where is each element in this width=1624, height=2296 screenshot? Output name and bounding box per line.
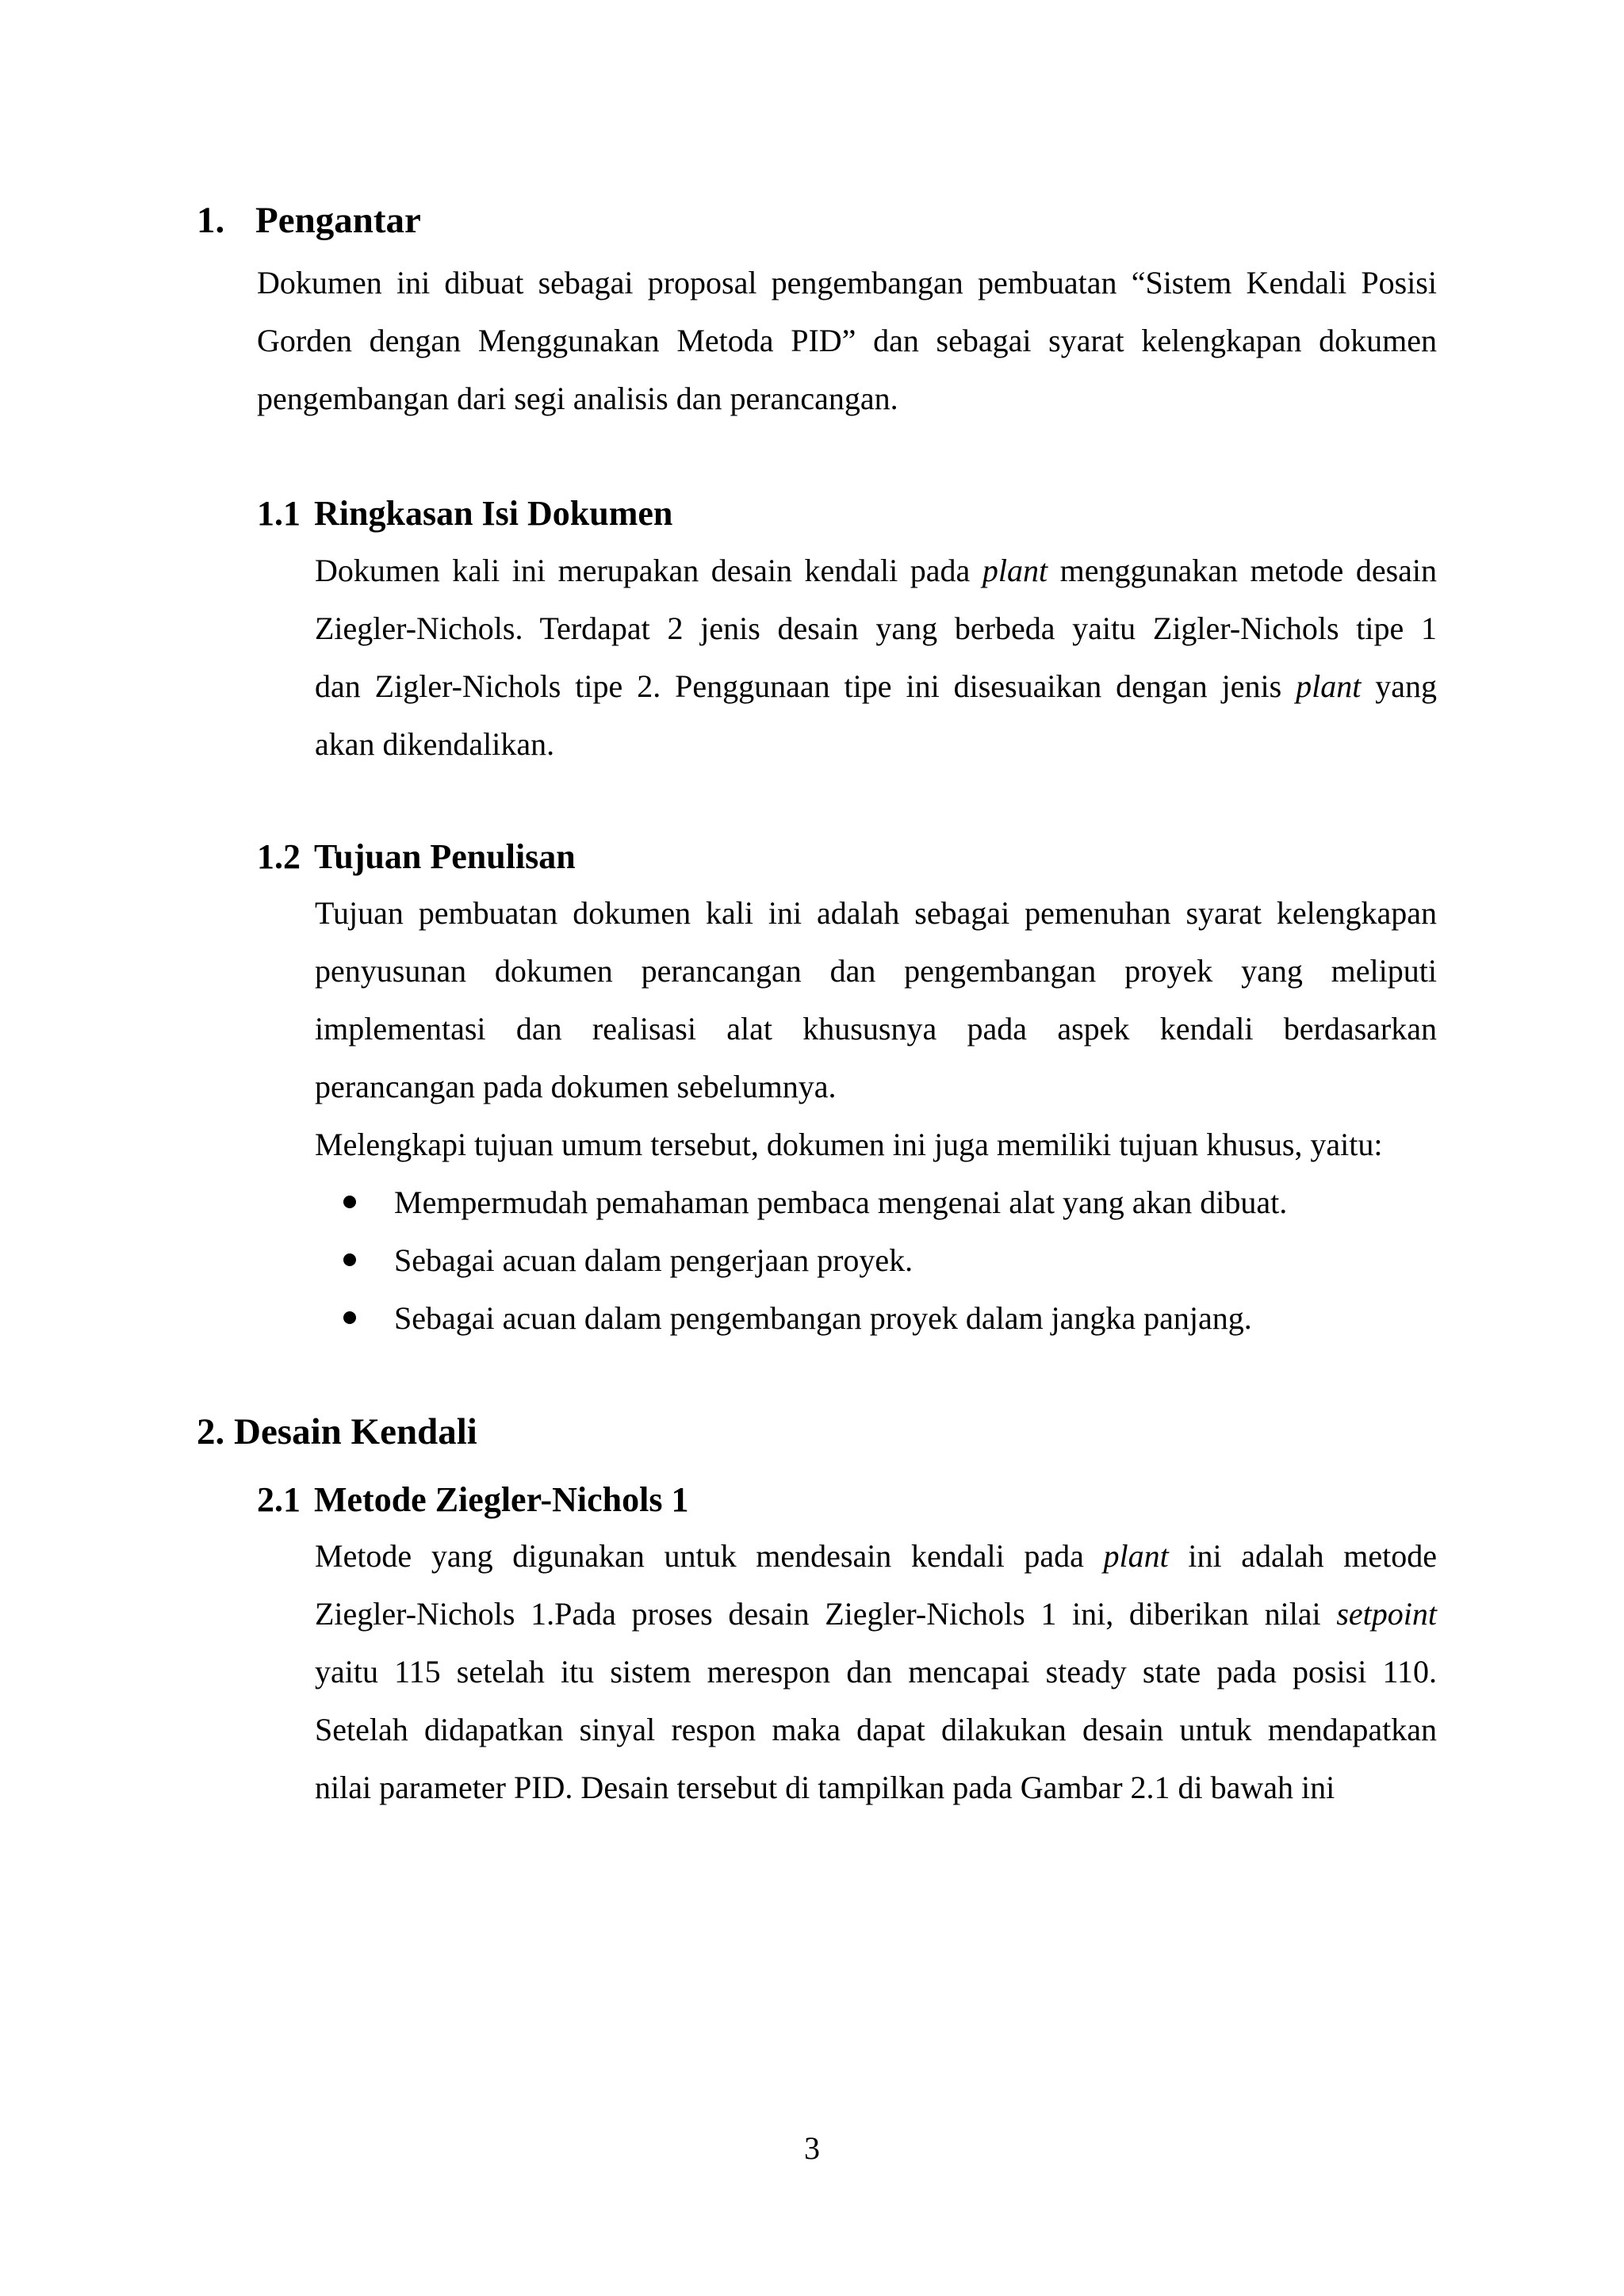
section-1-title: Pengantar [255, 200, 421, 241]
objectives-list [315, 1173, 1437, 1347]
paragraph-line [315, 657, 1437, 715]
section-1-2-title: Tujuan Penulisan [314, 837, 576, 876]
section-2-1-heading [257, 1480, 689, 1519]
text-segment: Dokumen kali ini merupakan desain kendali pada [315, 553, 982, 588]
list-item [315, 1173, 1437, 1231]
list-item-text: Sebagai acuan dalam pengerjaan proyek. [394, 1242, 914, 1278]
paragraph-line: perancangan pada dokumen sebelumnya. [315, 1069, 837, 1104]
paragraph-line [315, 1758, 1437, 1816]
paragraph-line [315, 715, 1437, 773]
section-2-1-paragraph [315, 1527, 1437, 1816]
text-segment: yang [1361, 668, 1437, 704]
text-segment: Ziegler-Nichols. Terdapat 2 jenis desain yang berbeda yaitu Zigler-Nichols tipe 1 [315, 610, 1437, 646]
section-1-2-paragraph [315, 884, 1437, 1173]
italic-term: plant [982, 553, 1048, 588]
text-segment: Metode yang digunakan untuk mendesain kendali pada [315, 1538, 1104, 1574]
section-2-1-title: Metode Ziegler-Nichols 1 [314, 1480, 689, 1519]
italic-term: plant [1296, 668, 1362, 704]
text-segment: dan Zigler-Nichols tipe 2. Penggunaan tipe ini disesuaikan dengan jenis [315, 668, 1297, 704]
section-1-heading [197, 202, 421, 239]
section-2-title: Desain Kendali [234, 1411, 477, 1452]
section-1-1-number: 1.1 [257, 494, 301, 533]
paragraph-line [315, 541, 1437, 599]
section-1-1-title: Ringkasan Isi Dokumen [314, 494, 673, 533]
text-segment: nilai parameter PID. Desain tersebut di tampilkan pada Gambar 2.1 di bawah ini [315, 1770, 1335, 1805]
text-segment: akan dikendalikan. [315, 726, 555, 762]
paragraph-line: implementasi dan realisasi alat khususnya pada aspek kendali berdasarkan [315, 1011, 1437, 1047]
list-item [315, 1231, 1437, 1289]
intro-line: Melengkapi tujuan umum tersebut, dokumen ini juga memiliki tujuan khusus, yaitu: [315, 1127, 1383, 1162]
section-1-1-paragraph [315, 541, 1437, 773]
paragraph-line: pengembangan dari segi analisis dan perancangan. [257, 381, 898, 416]
text-segment: Setelah didapatkan sinyal respon maka dapat dilakukan desain untuk mendapatkan [315, 1712, 1437, 1747]
page-number: 3 [804, 2130, 820, 2166]
bullet-icon [343, 1253, 356, 1266]
italic-term: plant [1103, 1538, 1169, 1574]
text-segment: ini adalah metode [1168, 1538, 1437, 1574]
paragraph-line [315, 1643, 1437, 1701]
text-segment: Ziegler-Nichols 1.Pada proses desain Ziegler-Nichols 1 ini, diberikan nilai [315, 1596, 1337, 1632]
section-2-1-number: 2.1 [257, 1480, 301, 1519]
section-1-number: 1. [197, 200, 225, 241]
section-1-paragraph [257, 254, 1437, 427]
list-item [315, 1289, 1437, 1347]
section-1-1-heading [257, 496, 672, 531]
bullet-icon [343, 1311, 356, 1324]
section-2-number: 2. [197, 1411, 225, 1452]
list-item-text: Mempermudah pemahaman pembaca mengenai alat yang akan dibuat. [394, 1184, 1288, 1220]
paragraph-line [315, 599, 1437, 657]
section-1-2-heading [257, 837, 576, 876]
text-segment: menggunakan metode desain [1048, 553, 1438, 588]
paragraph-line: penyusunan dokumen perancangan dan pengembangan proyek yang meliputi [315, 953, 1437, 989]
section-2-heading [197, 1411, 477, 1452]
paragraph-line [315, 1585, 1437, 1643]
section-1-2-number: 1.2 [257, 837, 301, 876]
paragraph-line: Dokumen ini dibuat sebagai proposal pengembangan pembuatan “Sistem Kendali Posisi [257, 265, 1437, 300]
paragraph-line [315, 1701, 1437, 1758]
paragraph-line [315, 1527, 1437, 1585]
italic-term: setpoint [1336, 1596, 1437, 1632]
paragraph-line: Tujuan pembuatan dokumen kali ini adalah sebagai pemenuhan syarat kelengkapan [315, 895, 1437, 931]
text-segment: yaitu 115 setelah itu sistem merespon dan mencapai steady state pada posisi 110. [315, 1654, 1437, 1689]
list-item-text: Sebagai acuan dalam pengembangan proyek dalam jangka panjang. [394, 1300, 1252, 1336]
paragraph-line: Gorden dengan Menggunakan Metoda PID” dan sebagai syarat kelengkapan dokumen [257, 323, 1437, 358]
bullet-icon [343, 1196, 356, 1208]
